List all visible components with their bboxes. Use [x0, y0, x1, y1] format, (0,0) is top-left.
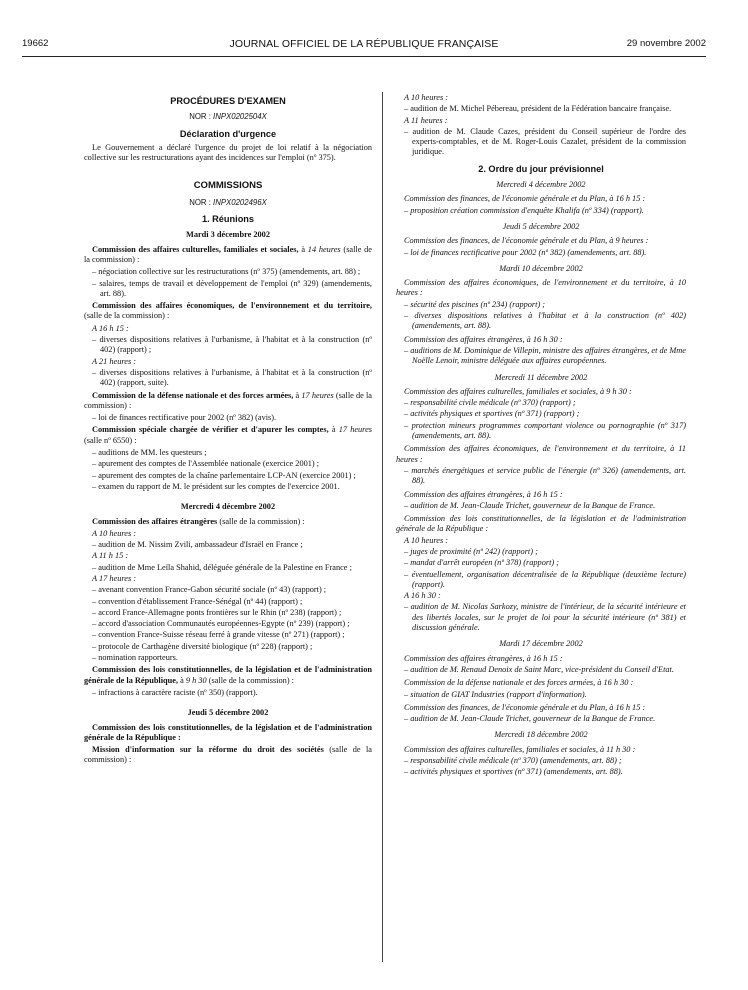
commission-entry: Commission des affaires culturelles, familiales et sociales, à 14 heures (salle de la commission) :	[84, 244, 372, 264]
agenda-item: – proposition création commission d'enquête Khalifa (nº 334) (rapport).	[404, 205, 644, 215]
page-number: 19662	[22, 38, 49, 49]
agenda-item: – loi de finances rectificative pour 2002 (nº 382) (avis).	[92, 413, 277, 423]
agenda-item: – mandat d'arrêt européen (nº 378) (rapport) ;	[404, 558, 559, 568]
journal-title: JOURNAL OFFICIEL DE LA RÉPUBLIQUE FRANÇAISE	[229, 38, 499, 50]
urgence-title: Déclaration d'urgence	[179, 128, 277, 139]
reunions-title: 1. Réunions	[201, 214, 255, 225]
agenda-item: – audition de Mme Leïla Shahid, déléguée générale de la Palestine en France ;	[92, 562, 352, 572]
agenda-item: – négociation collective sur les restructurations (nº 375) (amendements, art. 88) ;	[92, 267, 361, 277]
time-label: A 10 heures :	[404, 535, 449, 545]
header-rule	[22, 56, 706, 57]
agenda-item: – juges de proximité (nº 242) (rapport) ;	[404, 546, 538, 556]
right-column	[396, 92, 686, 779]
date-heading: Jeudi 5 décembre 2002	[502, 221, 580, 231]
agenda-item: – activités physiques et sportives (nº 371) (amendements, art. 88).	[404, 767, 623, 777]
time-label: A 11 heures :	[404, 115, 448, 125]
agenda-item: – audition de M. Jean-Claude Trichet, gouverneur de la Banque de France.	[404, 500, 656, 510]
agenda-item: – convention France-Suisse réseau ferré à grande vitesse (nº 271) (rapport) ;	[92, 630, 345, 640]
commission-entry: Commission des finances, de l'économie générale et du Plan, à 9 heures :	[404, 236, 649, 246]
agenda-item: – convention d'établissement France-Sénégal (nº 44) (rapport) ;	[92, 596, 303, 606]
commission-entry: Commission des affaires étrangères (salle de la commission) :	[92, 516, 305, 526]
time-label: A 10 heures :	[404, 93, 449, 102]
commission-entry: Commission des affaires étrangères, à 16 h 15 :	[404, 489, 563, 499]
commission-entry: Commission des finances, de l'économie générale et du Plan, à 16 h 15 :	[404, 702, 646, 712]
agenda-item: – auditions de MM. les questeurs ;	[92, 448, 207, 458]
time-label: A 11 h 15 :	[92, 551, 129, 561]
ordre-du-jour-title: 2. Ordre du jour prévisionnel	[478, 163, 604, 174]
agenda-item: – apurement des comptes de l'Assemblée nationale (exercice 2001) ;	[92, 459, 320, 469]
agenda-item: – responsabilité civile médicale (nº 370) (rapport) ;	[404, 398, 576, 408]
date-heading: Mercredi 18 décembre 2002	[494, 730, 588, 740]
commission-entry: Commission des lois constitutionnelles, de la législation et de l'administration générale de la République, à 9 h 30 (salle de la commission) :	[84, 665, 372, 685]
left-column	[84, 92, 372, 768]
page-header	[22, 38, 706, 54]
urgence-text: Le Gouvernement a déclaré l'urgence du projet de loi relatif à la négociation collective sur les restructurations ayant des incidences sur l'emploi (nº 375).	[84, 142, 372, 163]
agenda-item: – diverses dispositions relatives à l'habitat et à la construction (nº 402) (amendements, art. 88).	[404, 311, 686, 331]
agenda-item: – marchés énergétiques et service public de l'énergie (nº 326) (amendements, art. 88).	[404, 465, 686, 486]
commission-entry: Commission des lois constitutionnelles, de la législation et de l'administration générale de la République :	[396, 514, 686, 534]
agenda-item: – protocole de Carthagène diversité biologique (nº 228) (rapport) ;	[92, 641, 313, 651]
nor-reference: NOR : INPX0202496X	[189, 197, 267, 207]
time-label: A 21 heures :	[92, 356, 137, 366]
commission-entry: Commission des affaires étrangères, à 16 h 30 :	[404, 334, 563, 344]
agenda-item: – avenant convention France-Gabon sécurité sociale (nº 43) (rapport) ;	[92, 585, 327, 595]
date-heading: Jeudi 5 décembre 2002	[187, 708, 269, 718]
time-label: A 10 heures :	[92, 528, 137, 538]
agenda-item: – sécurité des piscines (nº 234) (rapport) ;	[404, 299, 546, 309]
commission-entry: Commission de la défense nationale et des forces armées, à 16 h 30 :	[404, 678, 634, 688]
agenda-item: – apurement des comptes de la chaîne parlementaire LCP-AN (exercice 2001) ;	[92, 470, 356, 480]
agenda-item: – nomination rapporteurs.	[92, 653, 178, 663]
agenda-item: – audition de M. Nissim Zvili, ambassadeur d'Israël en France ;	[92, 540, 303, 550]
nor-reference: NOR : INPX0202504X	[189, 112, 267, 122]
agenda-item: – auditions de M. Dominique de Villepin, ministre des affaires étrangères, et de Mme Noëlle Lenoir, ministre déléguée aux affaires européennes.	[404, 345, 686, 366]
agenda-item: – activités physiques et sportives (nº 371) (rapport) ;	[404, 409, 580, 419]
date-heading: Mercredi 4 décembre 2002	[180, 502, 276, 512]
commission-entry: Commission des affaires économiques, de l'environnement et du territoire, (salle de la commission) :	[84, 301, 372, 321]
date-heading: Mardi 3 décembre 2002	[186, 230, 270, 240]
commission-entry: Commission des affaires étrangères, à 16 h 15 :	[404, 653, 563, 663]
time-label: A 16 h 15 :	[92, 323, 129, 333]
section-title-procedures: PROCÉDURES D'EXAMEN	[170, 96, 286, 106]
commission-entry: Commission des finances, de l'économie générale et du Plan, à 16 h 15 :	[404, 194, 646, 204]
date-heading: Mercredi 4 décembre 2002	[496, 180, 586, 190]
agenda-item: – éventuellement, organisation décentralisée de la République (deuxième lecture) (rapport).	[404, 569, 686, 589]
commission-entry: Commission des affaires économiques, de l'environnement et du territoire, à 11 heures :	[396, 444, 686, 464]
agenda-item: – responsabilité civile médicale (nº 370) (amendements, art. 88) ;	[404, 756, 622, 766]
time-label: A 16 h 30 :	[404, 591, 441, 601]
agenda-item: – audition de M. Jean-Claude Trichet, gouverneur de la Banque de France.	[404, 714, 656, 724]
commission-entry: Commission des affaires économiques, de l'environnement et du territoire, à 10 heures :	[396, 278, 686, 298]
agenda-item: – audition de M. Renaud Denoix de Saint Marc, vice-président du Conseil d'Etat.	[404, 664, 674, 674]
agenda-item: – infractions à caractère raciste (nº 350) (rapport).	[92, 687, 258, 697]
agenda-item: – protection mineurs programmes comportant violence ou pornographie (nº 317) (amendements, art. 88).	[404, 420, 686, 441]
commission-entry: Commission des affaires culturelles, familiales et sociales, à 9 h 30 :	[404, 386, 632, 396]
agenda-item: – diverses dispositions relatives à l'urbanisme, à l'habitat et à la construction (nº 402) (rapport) ;	[92, 335, 372, 355]
agenda-item: – loi de finances rectificative pour 2002 (nº 382) (amendements, art. 88).	[404, 247, 647, 257]
agenda-item: – examen du rapport de M. le président sur les comptes de l'exercice 2001.	[92, 481, 340, 491]
section-title-commissions: COMMISSIONS	[193, 180, 263, 192]
agenda-item: – diverses dispositions relatives à l'urbanisme, à l'habitat et à la construction (nº 402) (rapport, suite).	[92, 367, 372, 388]
date-heading: Mercredi 11 décembre 2002	[494, 372, 588, 382]
agenda-item: – audition de M. Michel Pébereau, président de la Fédération bancaire française.	[404, 104, 672, 114]
commission-entry: Commission des lois constitutionnelles, de la législation et de l'administration générale de la République :	[84, 722, 372, 742]
column-divider	[382, 92, 383, 962]
date-heading: Mardi 10 décembre 2002	[499, 263, 583, 273]
time-label: A 17 heures :	[92, 573, 137, 583]
commission-entry: Commission de la défense nationale et des forces armées, à 17 heures (salle de la commission) :	[84, 390, 372, 410]
agenda-item: – audition de M. Nicolas Sarkozy, ministre de l'intérieur, de la sécurité intérieure et des libertés locales, sur le projet de loi pour la sécurité intérieure (nº 381) et discussion générale.	[404, 602, 686, 633]
commission-entry: Commission des affaires culturelles, familiales et sociales, à 11 h 30 :	[404, 744, 636, 754]
agenda-item: – salaires, temps de travail et développement de l'emploi (nº 329) (amendements, art. 88).	[92, 278, 372, 298]
date-heading: Mardi 17 décembre 2002	[499, 639, 583, 649]
agenda-item: – accord d'association Communautés européennes-Egypte (nº 239) (rapport) ;	[92, 619, 350, 629]
agenda-item: – audition de M. Claude Cazes, président du Conseil supérieur de l'ordre des experts-comptables, et de M. Roger-Louis Cazalet, président de la commission juridique.	[404, 126, 686, 157]
commission-entry: Commission spéciale chargée de vérifier et d'apurer les comptes, à 17 heures (salle nº 6550) :	[84, 425, 372, 445]
commission-entry: Mission d'information sur la réforme du droit des sociétés (salle de la commission) :	[84, 745, 372, 765]
agenda-item: – accord France-Allemagne ponts frontières sur le Rhin (nº 238) (rapport) ;	[92, 607, 342, 617]
agenda-item: – situation de GIAT Industries (rapport d'information).	[404, 689, 587, 699]
issue-date: 29 novembre 2002	[626, 38, 706, 49]
